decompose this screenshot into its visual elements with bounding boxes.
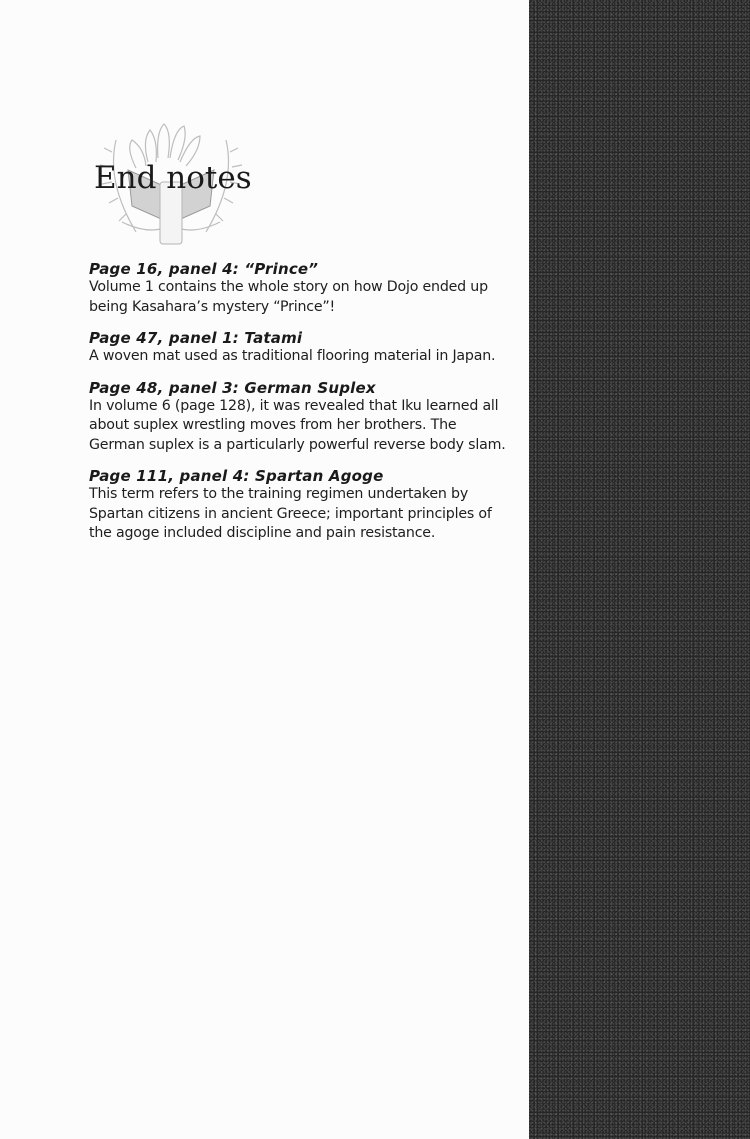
- note-body: This term refers to the training regimen undertaken by Spartan citizens in ancient Greece; important principles of the agoge included discipline and pain resistance.: [89, 486, 492, 541]
- note-title: Page 16, panel 4: “Prince”: [89, 260, 319, 278]
- notes-list: [89, 260, 509, 556]
- note-title: Page 47, panel 1: Tatami: [89, 329, 303, 347]
- note-body: In volume 6 (page 128), it was revealed that Iku learned all about suplex wrestling moves from her brothers. The German suplex is a particularly powerful reverse body slam.: [89, 397, 506, 453]
- note-item: [89, 329, 509, 367]
- note-item: [89, 260, 509, 317]
- end-notes-heading: [86, 122, 266, 247]
- note-body: A woven mat used as traditional flooring material in Japan.: [89, 348, 496, 364]
- note-body: Volume 1 contains the whole story on how Dojo ended up being Kasahara’s mystery “Prince”!: [89, 279, 488, 315]
- dark-textured-panel: [529, 0, 750, 1139]
- page-title: End notes: [94, 160, 252, 196]
- note-item: [89, 379, 509, 456]
- note-title: Page 48, panel 3: German Suplex: [89, 378, 376, 397]
- note-item: [89, 467, 509, 544]
- note-title: Page 111, panel 4: Spartan Agoge: [89, 467, 384, 485]
